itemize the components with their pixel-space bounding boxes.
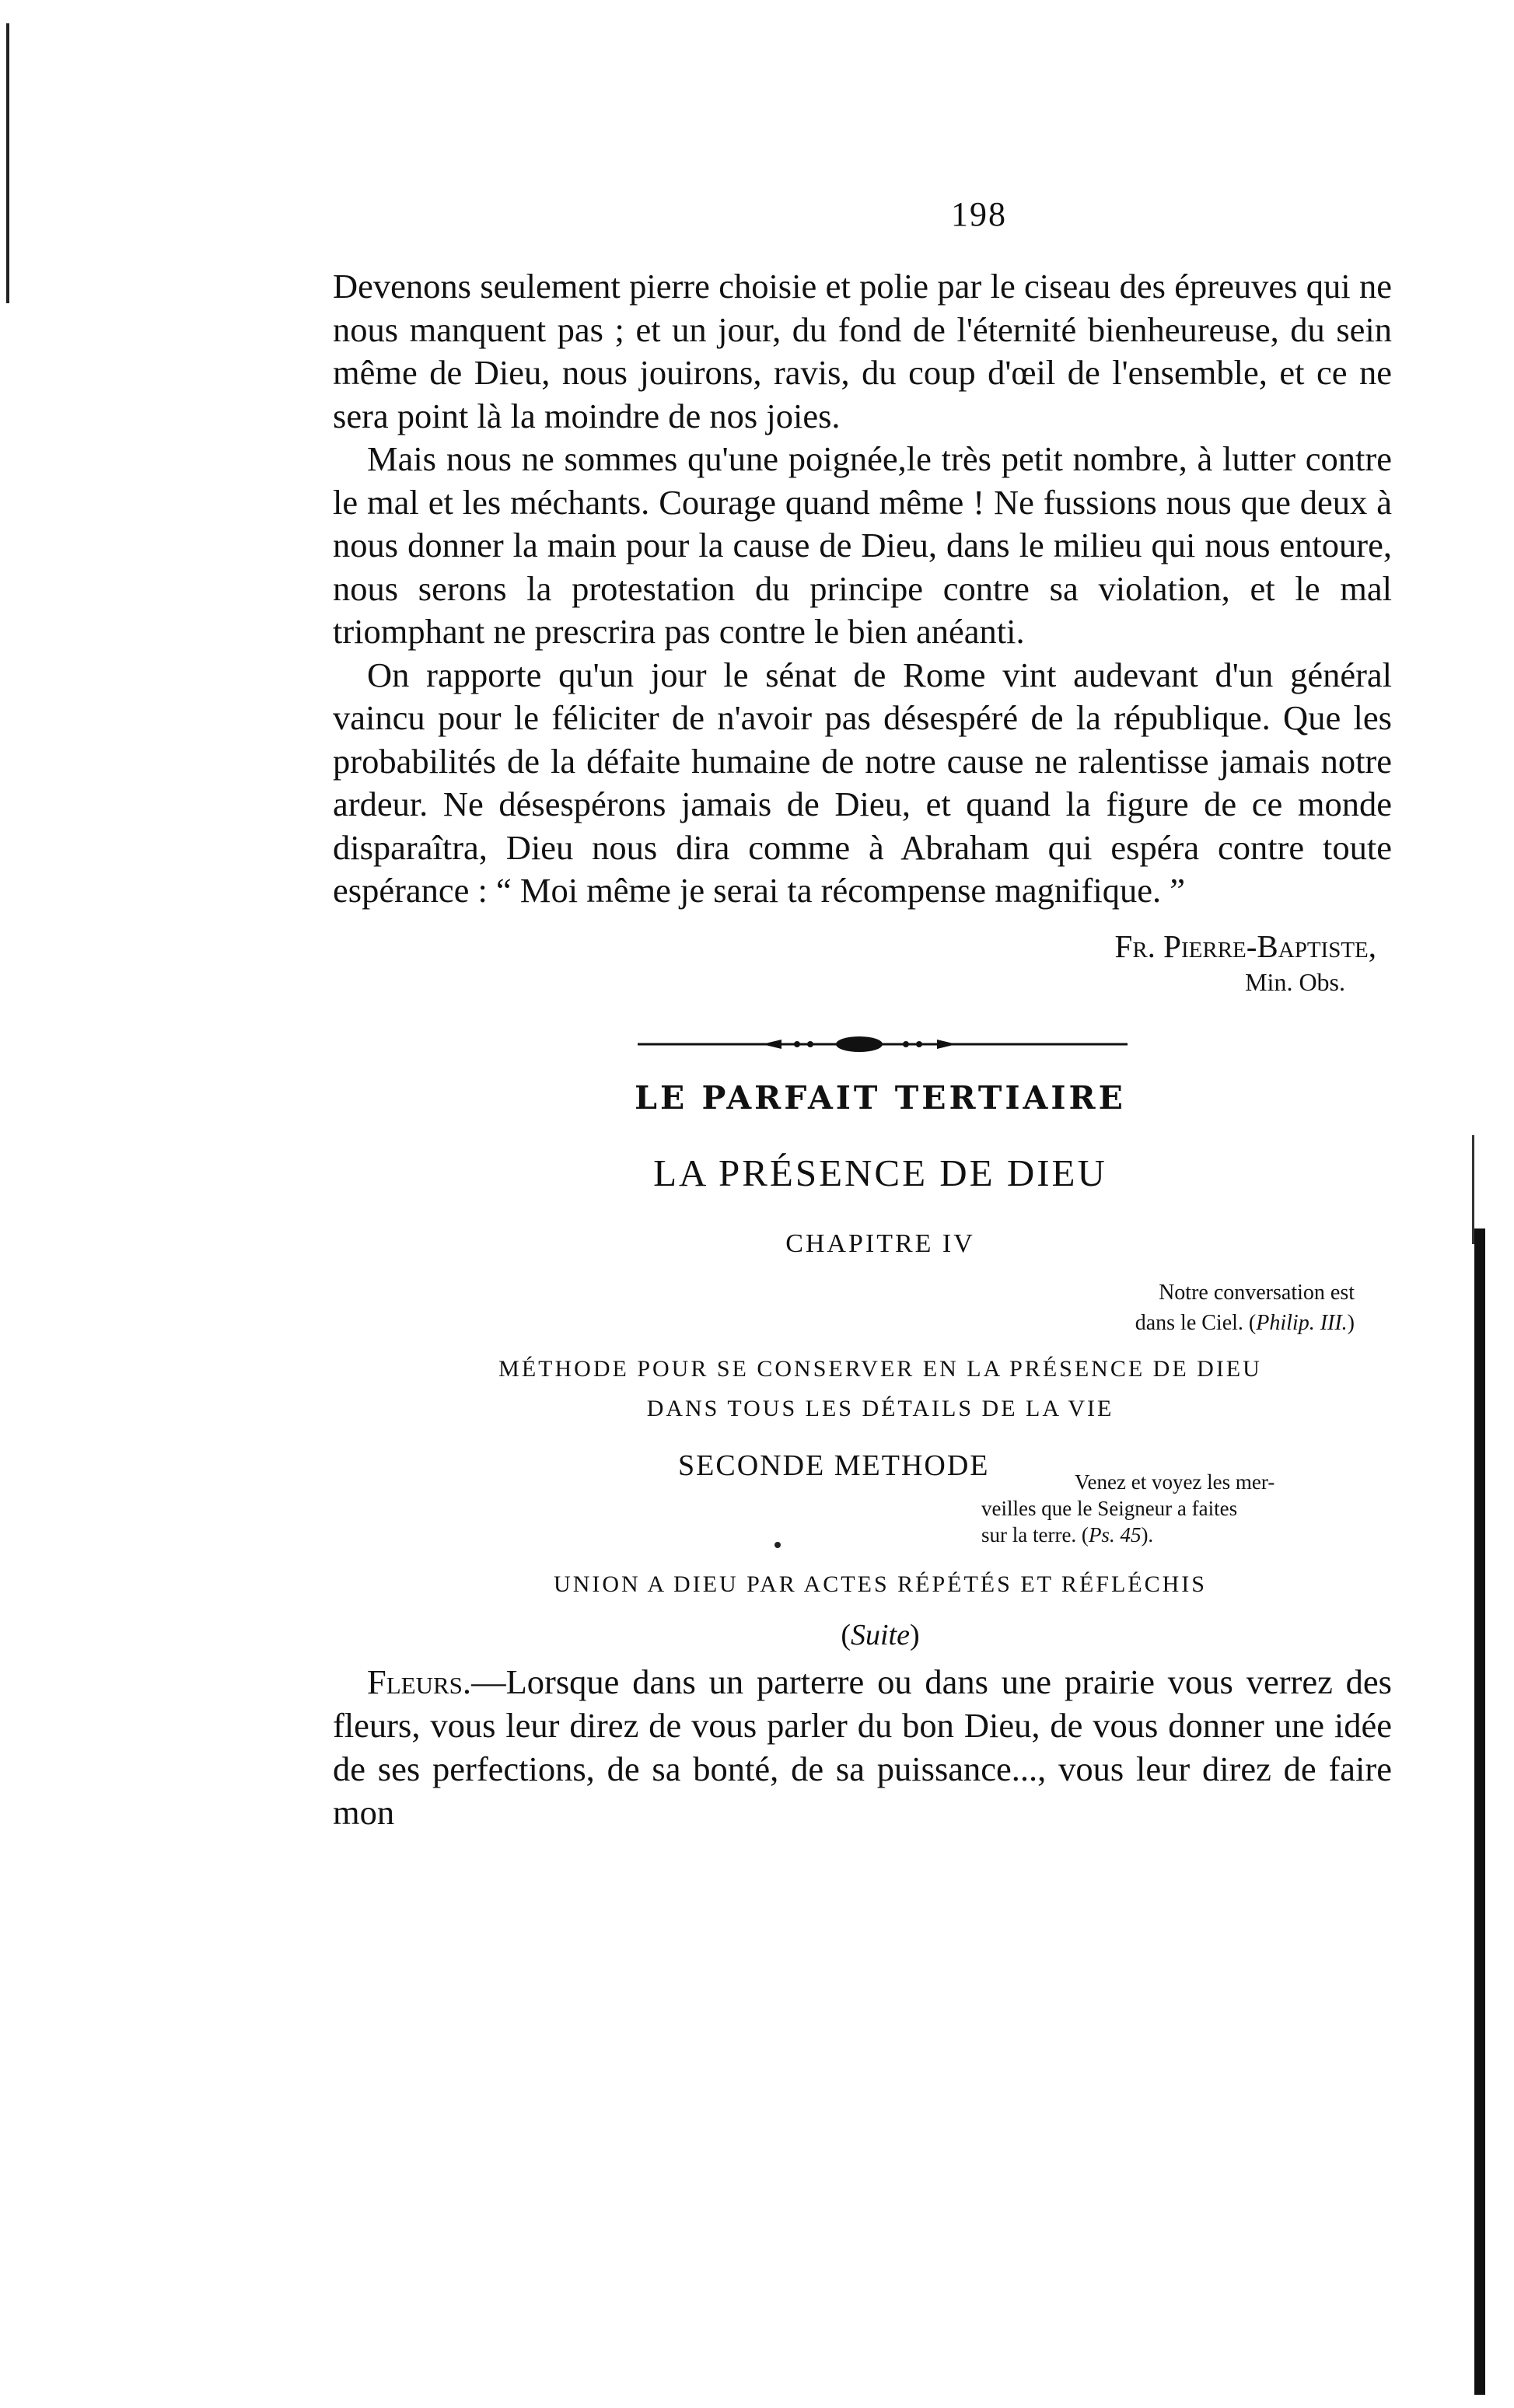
epigraph-2-line-1: Venez et voyez les mer- — [1075, 1470, 1275, 1494]
final-text — [333, 1660, 1392, 1834]
page-edge-right — [1474, 1228, 1485, 2395]
page-edge-left — [6, 23, 9, 303]
epigraph-1-line-2 — [333, 1308, 1355, 1338]
epigraph-2-line-3 — [981, 1522, 1355, 1548]
epigraph-2-end: ). — [1141, 1522, 1154, 1547]
body-text — [333, 265, 1392, 913]
signature-title: Min. Obs. — [1245, 967, 1345, 996]
epigraph-1-reference: Philip. III. — [1256, 1310, 1348, 1335]
signature-name: Fr. Pierre-Baptiste, — [1114, 928, 1376, 964]
epigraph-2-line-2: veilles que le Seigneur a faites — [981, 1496, 1238, 1520]
method-title — [333, 1349, 1392, 1428]
epigraph-2-reference: Ps. 45 — [1088, 1522, 1142, 1547]
epigraph-1 — [333, 1277, 1392, 1338]
final-paragraph-lead: Fleurs. — [367, 1662, 472, 1701]
ornament-divider — [638, 1033, 1128, 1056]
final-paragraph-text: —Lorsque dans un parterre ou dans une prairie vous verrez des fleurs, vous leur direz de vous parler du bon Dieu, de vous donner une idée de ses perfections, de sa bonté, de sa puissance..., vous leur direz de faire mon — [333, 1662, 1392, 1832]
epigraph-1-end: ) — [1347, 1310, 1355, 1335]
suite-close: ) — [909, 1618, 920, 1651]
epigraph-1-line-1: Notre conversation est — [1159, 1280, 1355, 1305]
paragraph-3: On rapporte qu'un jour le sénat de Rome vint audevant d'un général vaincu pour le féliciter de n'avoir pas désespéré de la république. Que les probabilités de la défaite humaine de notre cause ne ralentisse jamais notre ardeur. Ne désespérons jamais de Dieu, et quand la figure de ce monde disparaîtra, Dieu nous dira comme à Abraham qui espéra contre toute espérance : “ Moi même je serai ta récompense magnifique. ” — [333, 655, 1392, 910]
paragraph-2: Mais nous ne sommes qu'une poignée,le très petit nombre, à lutter contre le mal et les méchants. Courage quand même ! Ne fussions nous que deux à nous donner la main pour la cause de Dieu, dans le milieu qui nous entoure, nous serons la protestation du principe contre sa violation, et le mal triomphant ne prescrira pas contre le bien anéanti. — [333, 439, 1392, 651]
suite-word: Suite — [851, 1618, 910, 1651]
second-method-row — [333, 1449, 1392, 1565]
second-method-heading: SECONDE METHODE — [678, 1449, 990, 1482]
paragraph-1: Devenons seulement pierre choisie et polie par le ciseau des épreuves qui ne nous manquent pas ; et un jour, du fond de l'éternité bienheureuse, du sein même de Dieu, nous jouirons, ravis, du coup d'œil de l'ensemble, et ce ne sera point là la moindre de nos joies. — [333, 267, 1392, 435]
method-title-line-1: MÉTHODE POUR SE CONSERVER EN LA PRÉSENCE DE DIEU — [498, 1355, 1262, 1382]
chapter-heading: CHAPITRE IV — [785, 1228, 975, 1258]
suite-label — [333, 1618, 1392, 1652]
page-edge-right-thin — [1472, 1135, 1474, 1244]
page — [333, 194, 1392, 1834]
signature — [333, 928, 1392, 1000]
subtitle: LA PRÉSENCE DE DIEU — [653, 1151, 1107, 1194]
suite-open: ( — [841, 1618, 851, 1651]
stray-dot — [774, 1542, 781, 1548]
union-title: UNION A DIEU PAR ACTES RÉPÉTÉS ET RÉFLÉCHIS — [554, 1571, 1207, 1597]
method-title-line-2: DANS TOUS LES DÉTAILS DE LA VIE — [646, 1395, 1114, 1421]
final-paragraph — [333, 1660, 1392, 1834]
epigraph-2-text: sur la terre. ( — [981, 1522, 1089, 1547]
epigraph-1-text: dans le Ciel. ( — [1135, 1310, 1257, 1335]
page-number: 198 — [951, 195, 1007, 233]
section-title: LE PARFAIT TERTIAIRE — [635, 1078, 1126, 1117]
epigraph-2 — [981, 1469, 1355, 1548]
